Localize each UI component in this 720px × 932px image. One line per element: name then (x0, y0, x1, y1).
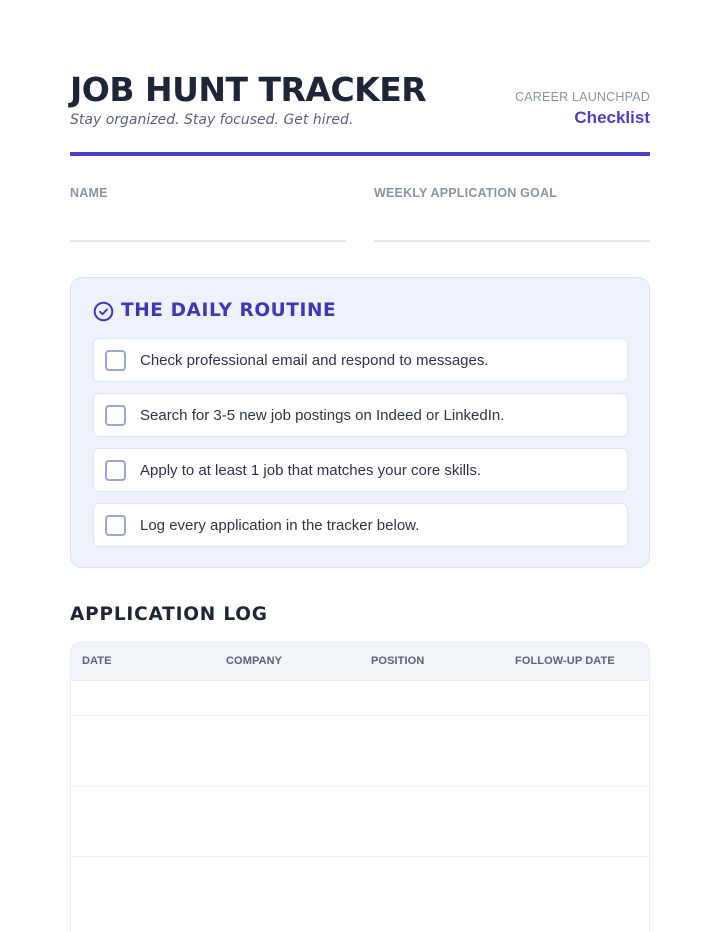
name-label: NAME (70, 186, 108, 200)
routine-task (93, 503, 628, 547)
routine-task (93, 393, 628, 437)
header (70, 68, 650, 158)
task-checkbox[interactable] (105, 460, 126, 481)
task-label: Check professional email and respond to messages. (140, 352, 489, 369)
application-log-table (70, 642, 650, 932)
page-subtitle: Stay organized. Stay focused. Get hired. (70, 112, 354, 128)
weekly-goal-field[interactable] (374, 240, 650, 242)
application-log-title: APPLICATION LOG (70, 604, 268, 625)
weekly-goal-label: WEEKLY APPLICATION GOAL (374, 186, 558, 200)
table-row[interactable] (71, 857, 649, 932)
column-header-follow-up-date: FOLLOW-UP DATE (515, 655, 615, 667)
table-row[interactable] (71, 681, 649, 716)
page-title: JOB HUNT TRACKER (70, 70, 427, 109)
task-checkbox[interactable] (105, 515, 126, 536)
daily-routine-card (70, 277, 650, 568)
name-field[interactable] (70, 240, 346, 242)
column-header-date: DATE (82, 655, 112, 667)
brand-subtitle: Checklist (574, 108, 650, 127)
table-row[interactable] (71, 787, 649, 857)
routine-task (93, 448, 628, 492)
routine-title: THE DAILY ROUTINE (121, 300, 337, 321)
task-label: Apply to at least 1 job that matches your core skills. (140, 462, 481, 479)
table-header (71, 643, 649, 681)
header-divider (70, 152, 650, 156)
task-checkbox[interactable] (105, 350, 126, 371)
task-label: Log every application in the tracker below. (140, 517, 420, 534)
routine-task (93, 338, 628, 382)
check-circle-icon (93, 301, 114, 322)
task-label: Search for 3-5 new job postings on Indeed or LinkedIn. (140, 407, 505, 424)
column-header-position: POSITION (371, 655, 425, 667)
brand-name: CAREER LAUNCHPAD (515, 90, 650, 104)
column-header-company: COMPANY (226, 655, 283, 667)
task-checkbox[interactable] (105, 405, 126, 426)
table-row[interactable] (71, 716, 649, 787)
